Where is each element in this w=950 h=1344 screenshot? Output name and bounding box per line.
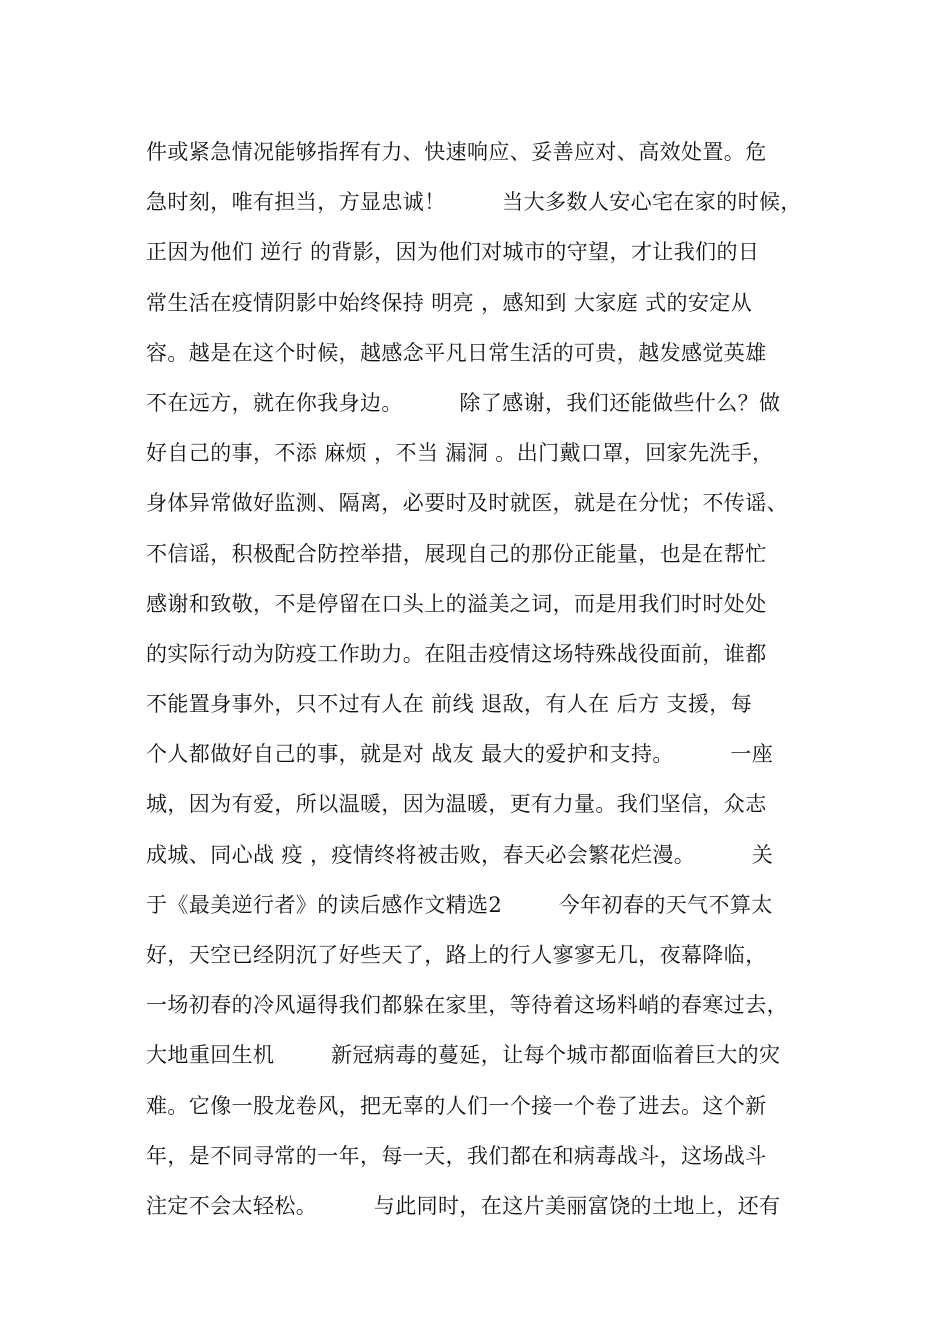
text-line-17: 好，天空已经阴沉了好些天了，路上的行人寥寥无几，夜幕降临， <box>146 943 767 967</box>
text-line-19: 大地重回生机 新冠病毒的蔓延，让每个城市都面临着巨大的灾 <box>146 1043 781 1068</box>
text-line-16: 于《最美逆行者》的读后感作文精选2 今年初春的天气不算太 <box>146 892 773 917</box>
text-line-20: 难。它像一股龙卷风，把无辜的人们一个接一个卷了进去。这个新 <box>146 1093 767 1118</box>
text-line-4: 常生活在疫情阴影中始终保持 明亮 ，感知到 大家庭 式的安定从 <box>146 290 753 315</box>
text-line-1: 件或紧急情况能够指挥有力、快速响应、妥善应对、高效处置。危 <box>146 140 767 164</box>
text-line-5: 容。越是在这个时候，越感念平凡日常生活的可贵，越发感觉英雄 <box>146 340 767 365</box>
text-line-2: 急时刻，唯有担当，方显忠诚！ 当大多数人安心宅在家的时候， <box>146 190 802 215</box>
text-line-11: 的实际行动为防疫工作助力。在阻击疫情这场特殊战役面前，谁都 <box>146 641 767 666</box>
text-line-3: 正因为他们 逆行 的背影，因为他们对城市的守望，才让我们的日 <box>146 240 760 265</box>
text-line-22: 注定不会太轻松。 与此同时，在这片美丽富饶的土地上，还有 <box>146 1193 781 1218</box>
text-line-9: 不信谣，积极配合防控举措，展现自己的那份正能量，也是在帮忙 <box>146 541 767 566</box>
text-line-14: 城，因为有爱，所以温暖，因为温暖，更有力量。我们坚信，众志 <box>146 792 767 817</box>
text-line-13: 个人都做好自己的事，就是对 战友 最大的爱护和支持。 一座 <box>146 742 774 767</box>
text-line-7: 好自己的事，不添 麻烦 ，不当 漏洞 。出门戴口罩，回家先洗手， <box>146 441 774 466</box>
text-line-12: 不能置身事外，只不过有人在 前线 退敌，有人在 后方 支援，每 <box>146 692 753 717</box>
text-line-10: 感谢和致敬，不是停留在口头上的溢美之词，而是用我们时时处处 <box>146 591 767 616</box>
text-line-18: 一场初春的冷风逼得我们都躲在家里，等待着这场料峭的春寒过去， <box>146 993 788 1018</box>
body-text <box>146 134 836 1238</box>
text-line-21: 年，是不同寻常的一年，每一天，我们都在和病毒战斗，这场战斗 <box>146 1143 767 1168</box>
text-line-15: 成城、同心战 疫 ，疫情终将被击败，春天必会繁花烂漫。 关 <box>146 842 774 867</box>
text-line-8: 身体异常做好监测、隔离，必要时及时就医，就是在分忧；不传谣、 <box>146 491 788 516</box>
text-line-6: 不在远方，就在你我身边。 除了感谢，我们还能做些什么？做 <box>146 390 781 415</box>
